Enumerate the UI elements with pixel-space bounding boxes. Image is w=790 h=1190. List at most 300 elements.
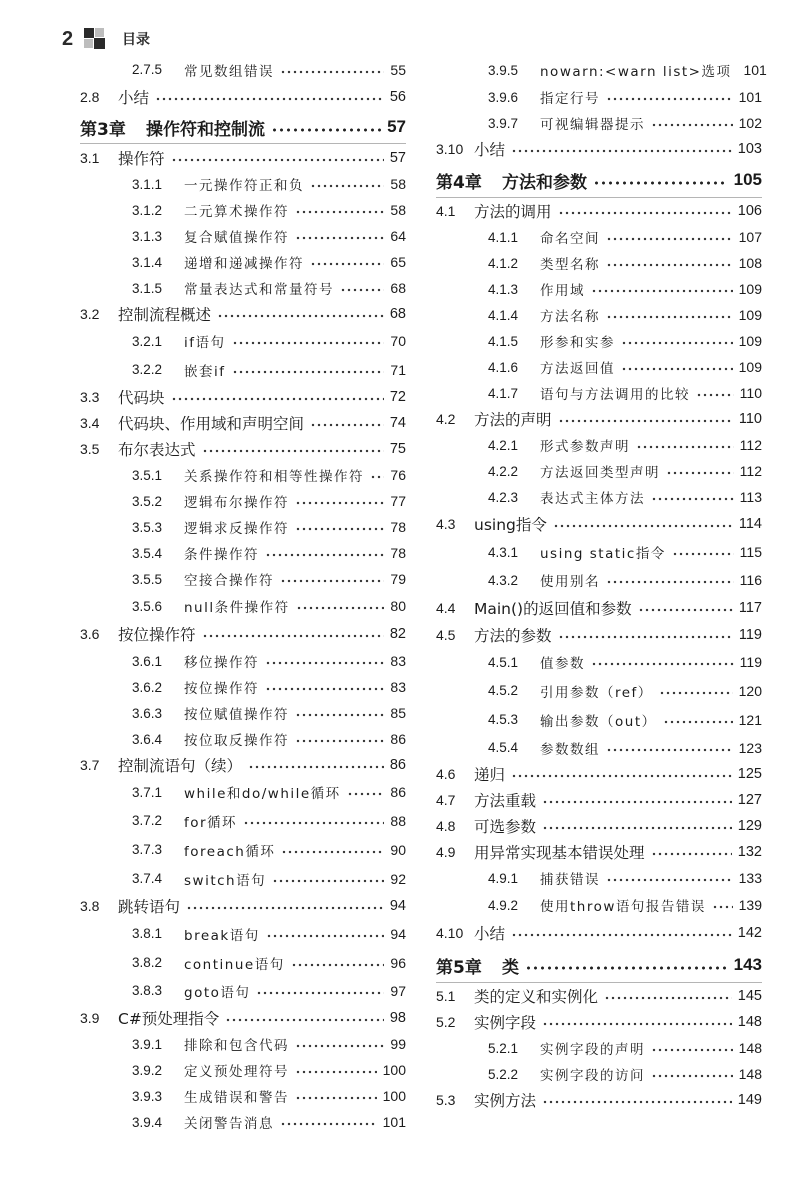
toc-entry-number: 3.5.1 bbox=[132, 467, 163, 483]
dot-leader bbox=[593, 162, 728, 198]
toc-entry-number: 5.2.2 bbox=[488, 1066, 519, 1082]
toc-entry-number: 3.9.3 bbox=[132, 1088, 163, 1104]
dot-leader bbox=[295, 197, 384, 223]
dot-leader bbox=[542, 787, 732, 813]
toc-entry-title: 值参数 bbox=[540, 656, 585, 672]
toc-subsection-entry bbox=[436, 865, 762, 891]
toc-subsection-entry bbox=[80, 327, 406, 355]
dot-leader bbox=[606, 865, 733, 891]
toc-entry-title: 按位取反操作符 bbox=[184, 733, 289, 749]
toc-entry-number: 3.9.7 bbox=[488, 115, 519, 131]
dot-leader bbox=[310, 249, 384, 275]
toc-subsection-entry bbox=[436, 432, 762, 458]
toc-entry-number: 第5章 bbox=[436, 957, 482, 978]
toc-subsection-entry bbox=[80, 948, 406, 977]
dot-leader bbox=[295, 514, 384, 540]
dot-leader bbox=[295, 1031, 384, 1057]
dot-leader bbox=[295, 223, 384, 249]
toc-entry-page: 129 bbox=[737, 818, 762, 834]
toc-entry-page: 88 bbox=[390, 812, 406, 829]
toc-entry-page: 139 bbox=[738, 897, 762, 913]
toc-entry-number: 4.2 bbox=[436, 411, 456, 427]
toc-entry-number: 4.5.3 bbox=[488, 712, 519, 727]
toc-entry-page: 94 bbox=[389, 898, 406, 914]
toc-entry-page: 83 bbox=[390, 679, 406, 695]
dot-leader bbox=[202, 436, 384, 462]
dot-leader bbox=[265, 540, 384, 566]
toc-entry-title: 定义预处理符号 bbox=[184, 1064, 289, 1080]
toc-entry-page: 107 bbox=[738, 229, 762, 245]
toc-entry-number: 4.3.2 bbox=[488, 572, 519, 588]
toc-entry-number: 4.1 bbox=[436, 203, 456, 219]
dot-leader bbox=[542, 1087, 732, 1113]
toc-entry-page: 55 bbox=[390, 61, 406, 78]
dot-leader bbox=[636, 432, 734, 458]
toc-entry-number: 4.9 bbox=[436, 844, 456, 860]
toc-subsection-entry bbox=[80, 249, 406, 275]
toc-entry-number: 3.1.2 bbox=[132, 202, 163, 218]
toc-subsection-entry bbox=[436, 734, 762, 761]
header-squares-icon bbox=[84, 28, 108, 50]
toc-entry-page: 76 bbox=[390, 467, 406, 483]
toc-subsection-entry bbox=[436, 705, 762, 734]
toc-entry-title: using指令 bbox=[474, 516, 547, 534]
toc-subsection-entry bbox=[80, 223, 406, 249]
toc-subsection-entry bbox=[80, 462, 406, 488]
toc-entry-page: 115 bbox=[739, 544, 762, 560]
toc-entry-title: 可选参数 bbox=[474, 818, 537, 836]
toc-entry-title: 实例字段的访问 bbox=[540, 1068, 645, 1084]
toc-subsection-entry bbox=[80, 1109, 406, 1135]
toc-entry-page: 70 bbox=[390, 333, 406, 349]
toc-entry-title: 关闭警告消息 bbox=[184, 1116, 274, 1132]
dot-leader bbox=[171, 144, 384, 171]
toc-entry-page: 113 bbox=[739, 489, 762, 505]
toc-entry-page: 145 bbox=[737, 988, 762, 1004]
dot-leader bbox=[511, 919, 732, 947]
toc-entry-number: 3.8.1 bbox=[132, 926, 163, 941]
dot-leader bbox=[281, 835, 384, 864]
toc-subsection-entry bbox=[80, 355, 406, 384]
toc-entry-title: 按位操作符 bbox=[184, 681, 259, 697]
toc-subsection-entry bbox=[80, 674, 406, 700]
toc-entry-number: 4.1.4 bbox=[488, 307, 519, 323]
toc-entry-number: 3.1.4 bbox=[132, 254, 163, 270]
toc-entry-number: 3.2 bbox=[80, 306, 100, 322]
toc-entry-title: while和do/while循环 bbox=[184, 786, 341, 802]
toc-entry-title: 方法的调用 bbox=[474, 203, 552, 221]
toc-entry-number: 3.9 bbox=[80, 1009, 100, 1026]
toc-entry-title: 代码块、作用域和声明空间 bbox=[118, 415, 305, 433]
toc-subsection-entry bbox=[436, 380, 762, 406]
toc-entry-page: 58 bbox=[390, 202, 406, 218]
toc-entry-page: 101 bbox=[382, 1114, 406, 1130]
dot-leader bbox=[232, 327, 385, 355]
toc-entry-page: 109 bbox=[738, 307, 762, 323]
toc-entry-number: 3.5.4 bbox=[132, 545, 163, 561]
toc-subsection-entry bbox=[80, 275, 406, 301]
dot-leader bbox=[295, 700, 384, 726]
toc-entry-page: 68 bbox=[389, 306, 406, 322]
toc-section-entry bbox=[436, 406, 762, 432]
toc-subsection-entry bbox=[436, 1035, 762, 1061]
toc-entry-title: 移位操作符 bbox=[184, 655, 259, 671]
toc-entry-title: nowarn:<warn list>选项 bbox=[540, 64, 732, 80]
toc-entry-title: goto语句 bbox=[184, 984, 251, 1001]
toc-subsection-entry bbox=[80, 919, 406, 948]
toc-entry-title: 排除和包含代码 bbox=[184, 1038, 289, 1054]
dot-leader bbox=[696, 380, 734, 406]
toc-entry-title: 方法名称 bbox=[540, 309, 600, 325]
toc-entry-number: 5.3 bbox=[436, 1092, 456, 1108]
toc-subsection-entry bbox=[436, 110, 762, 136]
toc-entry-title: break语句 bbox=[184, 927, 260, 944]
toc-entry-title: 控制流程概述 bbox=[118, 306, 212, 324]
toc-subsection-entry bbox=[80, 514, 406, 540]
toc-section-entry bbox=[80, 752, 406, 778]
dot-leader bbox=[511, 761, 732, 787]
toc-section-entry bbox=[80, 144, 406, 171]
toc-entry-page: 99 bbox=[390, 1036, 406, 1052]
toc-subsection-entry bbox=[436, 1061, 762, 1087]
toc-entry-page: 100 bbox=[382, 1062, 406, 1078]
toc-entry-title: 类的定义和实例化 bbox=[474, 988, 599, 1006]
toc-entry-page: 148 bbox=[738, 1040, 762, 1056]
toc-entry-number: 3.6.1 bbox=[132, 653, 163, 669]
dot-leader bbox=[243, 806, 384, 835]
toc-entry-number: 第3章 bbox=[80, 119, 126, 140]
toc-subsection-entry bbox=[436, 250, 762, 276]
toc-chapter-entry bbox=[436, 947, 762, 983]
toc-section-entry bbox=[436, 136, 762, 162]
toc-entry-title: 实例字段 bbox=[474, 1014, 537, 1032]
toc-entry-page: 142 bbox=[737, 925, 762, 941]
toc-entry-title: 条件操作符 bbox=[184, 547, 259, 563]
toc-entry-number: 3.7.1 bbox=[132, 784, 163, 800]
toc-subsection-entry bbox=[436, 276, 762, 302]
toc-entry-number: 4.5.1 bbox=[488, 654, 519, 670]
toc-subsection-entry bbox=[436, 302, 762, 328]
toc-entry-title: 作用域 bbox=[540, 283, 585, 299]
toc-entry-page: 103 bbox=[737, 141, 762, 157]
toc-entry-page: 125 bbox=[737, 766, 762, 782]
dot-leader bbox=[511, 136, 732, 162]
toc-subsection-entry bbox=[80, 835, 406, 864]
toc-entry-title: for循环 bbox=[184, 814, 238, 831]
dot-leader bbox=[621, 354, 733, 380]
dot-leader bbox=[606, 566, 734, 594]
toc-entry-page: 86 bbox=[390, 731, 406, 747]
toc-entry-title: 递归 bbox=[474, 766, 506, 784]
toc-entry-title: 表达式主体方法 bbox=[540, 491, 645, 507]
toc-entry-number: 3.9.4 bbox=[132, 1114, 163, 1130]
toc-entry-title: 使用别名 bbox=[540, 574, 600, 590]
toc-entry-title: 按位操作符 bbox=[118, 626, 196, 644]
toc-subsection-entry bbox=[436, 458, 762, 484]
toc-entry-number: 4.9.1 bbox=[488, 870, 519, 886]
toc-entry-title: 一元操作符正和负 bbox=[184, 178, 304, 194]
toc-entry-page: 102 bbox=[738, 115, 762, 131]
toc-entry-title: 方法重载 bbox=[474, 792, 537, 810]
toc-entry-page: 110 bbox=[738, 411, 762, 427]
toc-entry-number: 3.2.1 bbox=[132, 333, 163, 349]
toc-section-entry bbox=[80, 620, 406, 648]
toc-entry-title: using static指令 bbox=[540, 546, 666, 562]
toc-entry-number: 4.2.1 bbox=[488, 437, 519, 453]
dot-leader bbox=[295, 1057, 377, 1083]
toc-entry-title: 形参和实参 bbox=[540, 335, 615, 351]
toc-entry-page: 101 bbox=[743, 62, 767, 78]
toc-entry-number: 5.2.1 bbox=[488, 1040, 519, 1056]
toc-section-entry bbox=[436, 198, 762, 224]
toc-entry-number: 3.1.5 bbox=[132, 280, 163, 296]
toc-subsection-entry bbox=[436, 484, 762, 510]
toc-subsection-entry bbox=[80, 778, 406, 806]
dot-leader bbox=[272, 864, 384, 893]
toc-entry-number: 第4章 bbox=[436, 172, 482, 193]
toc-entry-title: 参数数组 bbox=[540, 741, 600, 758]
toc-entry-number: 4.3 bbox=[436, 516, 456, 532]
toc-entry-number: 4.3.1 bbox=[488, 544, 519, 560]
toc-entry-page: 85 bbox=[390, 705, 406, 721]
toc-entry-number: 3.9.1 bbox=[132, 1036, 163, 1052]
toc-entry-page: 83 bbox=[390, 653, 406, 669]
toc-chapter-entry bbox=[80, 110, 406, 144]
toc-entry-title: 输出参数（out） bbox=[540, 713, 657, 730]
dot-leader bbox=[542, 1009, 732, 1035]
dot-leader bbox=[672, 538, 734, 566]
toc-entry-title: continue语句 bbox=[184, 956, 285, 973]
toc-entry-page: 133 bbox=[738, 870, 762, 886]
toc-entry-title: 控制流语句（续） bbox=[118, 757, 243, 775]
toc-entry-title: 指定行号 bbox=[540, 91, 600, 107]
toc-entry-page: 148 bbox=[737, 1014, 762, 1030]
toc-entry-number: 4.1.5 bbox=[488, 333, 519, 349]
toc-entry-title: C#预处理指令 bbox=[118, 1009, 220, 1028]
toc-entry-number: 3.5.2 bbox=[132, 493, 163, 509]
toc-entry-number: 4.1.3 bbox=[488, 281, 519, 297]
toc-entry-title: 用异常实现基本错误处理 bbox=[474, 844, 645, 862]
toc-entry-page: 80 bbox=[390, 598, 406, 614]
dot-leader bbox=[553, 510, 733, 538]
toc-entry-title: 二元算术操作符 bbox=[184, 204, 289, 220]
toc-entry-title: null条件操作符 bbox=[184, 600, 290, 616]
toc-subsection-entry bbox=[436, 538, 762, 566]
toc-subsection-entry bbox=[80, 1057, 406, 1083]
dot-leader bbox=[604, 983, 732, 1009]
toc-entry-number: 4.8 bbox=[436, 818, 456, 834]
toc-entry-title: 实例方法 bbox=[474, 1092, 537, 1110]
toc-subsection-entry bbox=[80, 806, 406, 835]
toc-entry-number: 3.4 bbox=[80, 415, 100, 431]
toc-entry-number: 3.6 bbox=[80, 626, 100, 642]
toc-section-entry bbox=[436, 622, 762, 648]
dot-leader bbox=[256, 977, 384, 1004]
toc-entry-page: 79 bbox=[390, 571, 406, 587]
toc-entry-page: 143 bbox=[733, 955, 762, 974]
toc-entry-title: 生成错误和警告 bbox=[184, 1090, 289, 1106]
toc-subsection-entry bbox=[80, 726, 406, 752]
toc-entry-page: 90 bbox=[390, 841, 406, 858]
toc-entry-page: 75 bbox=[389, 441, 406, 457]
toc-entry-title: 方法和参数 bbox=[502, 172, 587, 193]
toc-subsection-entry bbox=[80, 171, 406, 197]
toc-entry-page: 72 bbox=[389, 389, 406, 405]
toc-subsection-entry bbox=[80, 700, 406, 726]
dot-leader bbox=[347, 778, 385, 806]
toc-entry-number: 3.6.2 bbox=[132, 679, 163, 695]
toc-entry-number: 3.8.3 bbox=[132, 983, 163, 998]
toc-entry-number: 3.9.5 bbox=[488, 62, 519, 78]
toc-entry-number: 4.7 bbox=[436, 792, 456, 808]
toc-entry-page: 112 bbox=[739, 437, 762, 453]
toc-entry-title: 复合赋值操作符 bbox=[184, 230, 289, 246]
toc-entry-number: 3.8 bbox=[80, 898, 100, 914]
dot-leader bbox=[558, 406, 733, 432]
dot-leader bbox=[171, 384, 384, 410]
toc-section-entry bbox=[80, 1004, 406, 1031]
toc-entry-page: 116 bbox=[739, 572, 762, 588]
toc-subsection-entry bbox=[80, 1031, 406, 1057]
toc-entry-title: 递增和递减操作符 bbox=[184, 256, 304, 272]
toc-entry-title: 操作符 bbox=[118, 149, 165, 168]
dot-leader bbox=[606, 224, 733, 250]
toc-entry-number: 4.5.2 bbox=[488, 683, 519, 698]
toc-entry-title: 命名空间 bbox=[540, 231, 600, 247]
toc-entry-page: 78 bbox=[390, 519, 406, 535]
toc-entry-title: 方法的声明 bbox=[474, 411, 552, 429]
dot-leader bbox=[186, 893, 384, 919]
toc-entry-title: Main()的返回值和参数 bbox=[474, 600, 632, 618]
toc-entry-number: 4.1.7 bbox=[488, 385, 519, 401]
dot-leader bbox=[542, 813, 732, 839]
toc-entry-page: 64 bbox=[390, 228, 406, 244]
dot-leader bbox=[265, 674, 384, 700]
toc-entry-title: 操作符和控制流 bbox=[146, 119, 265, 140]
toc-entry-number: 3.7.4 bbox=[132, 871, 163, 886]
dot-leader bbox=[606, 250, 733, 276]
toc-entry-page: 106 bbox=[737, 203, 762, 219]
toc-entry-number: 5.1 bbox=[436, 988, 456, 1004]
toc-entry-page: 57 bbox=[389, 149, 406, 166]
dot-leader bbox=[591, 648, 734, 676]
toc-entry-page: 65 bbox=[390, 254, 406, 270]
toc-entry-page: 78 bbox=[390, 545, 406, 561]
toc-entry-page: 148 bbox=[738, 1066, 762, 1082]
toc-entry-title: 嵌套if bbox=[184, 363, 226, 380]
dot-leader bbox=[280, 1109, 377, 1135]
toc-entry-page: 109 bbox=[738, 359, 762, 375]
toc-entry-page: 97 bbox=[390, 982, 406, 999]
toc-entry-title: 形式参数声明 bbox=[540, 439, 630, 455]
toc-entry-number: 4.1.6 bbox=[488, 359, 519, 375]
toc-entry-page: 105 bbox=[733, 170, 762, 189]
toc-entry-title: 逻辑求反操作符 bbox=[184, 521, 289, 537]
toc-entry-title: 逻辑布尔操作符 bbox=[184, 495, 289, 511]
toc-subsection-entry bbox=[436, 328, 762, 354]
toc-entry-number: 4.5.4 bbox=[488, 740, 519, 755]
toc-section-entry bbox=[436, 761, 762, 787]
dot-leader bbox=[638, 594, 733, 622]
dot-leader bbox=[651, 839, 732, 865]
toc-entry-page: 110 bbox=[739, 385, 762, 401]
toc-section-entry bbox=[436, 1087, 762, 1113]
toc-entry-number: 3.1.3 bbox=[132, 228, 163, 244]
toc-section-entry bbox=[436, 839, 762, 865]
dot-leader bbox=[265, 648, 384, 674]
toc-entry-page: 58 bbox=[390, 176, 406, 192]
toc-entry-page: 94 bbox=[390, 925, 406, 942]
toc-entry-title: 使用throw语句报告错误 bbox=[540, 899, 706, 915]
toc-entry-title: 方法的参数 bbox=[474, 627, 552, 645]
dot-leader bbox=[558, 622, 733, 648]
dot-leader bbox=[659, 676, 733, 705]
toc-entry-page: 100 bbox=[382, 1088, 406, 1104]
dot-leader bbox=[370, 462, 384, 488]
toc-subsection-entry bbox=[436, 648, 762, 676]
toc-entry-number: 3.6.4 bbox=[132, 731, 163, 747]
toc-entry-page: 114 bbox=[738, 516, 762, 532]
page-number: 2 bbox=[62, 27, 74, 50]
dot-leader bbox=[591, 276, 733, 302]
toc-subsection-entry bbox=[80, 56, 406, 83]
dot-leader bbox=[712, 891, 733, 919]
toc-entry-number: 5.2 bbox=[436, 1014, 456, 1030]
dot-leader bbox=[291, 948, 385, 977]
toc-section-entry bbox=[436, 787, 762, 813]
toc-subsection-entry bbox=[436, 891, 762, 919]
dot-leader bbox=[248, 752, 384, 778]
toc-entry-number: 3.9.6 bbox=[488, 89, 519, 105]
dot-leader bbox=[606, 84, 733, 110]
dot-leader bbox=[558, 198, 732, 224]
toc-subsection-entry bbox=[80, 648, 406, 674]
toc-entry-page: 98 bbox=[389, 1009, 406, 1026]
toc-subsection-entry bbox=[80, 197, 406, 223]
toc-entry-number: 4.6 bbox=[436, 766, 456, 782]
dot-leader bbox=[525, 947, 728, 983]
toc-entry-title: 常量表达式和常量符号 bbox=[184, 282, 334, 298]
dot-leader bbox=[232, 355, 385, 384]
toc-entry-number: 3.5.5 bbox=[132, 571, 163, 587]
toc-entry-number: 4.1.1 bbox=[488, 229, 519, 245]
toc-entry-page: 132 bbox=[737, 844, 762, 860]
toc-entry-number: 3.7 bbox=[80, 757, 100, 773]
toc-entry-page: 123 bbox=[738, 739, 762, 756]
toc-entry-page: 86 bbox=[389, 757, 406, 773]
toc-entry-number: 3.7.2 bbox=[132, 813, 163, 828]
toc-entry-number: 3.10 bbox=[436, 141, 464, 157]
toc-entry-page: 92 bbox=[390, 870, 406, 887]
toc-entry-number: 4.2.3 bbox=[488, 489, 519, 505]
dot-leader bbox=[621, 328, 733, 354]
toc-entry-page: 119 bbox=[739, 654, 762, 670]
dot-leader bbox=[217, 301, 384, 327]
toc-entry-title: 代码块 bbox=[118, 389, 165, 407]
toc-entry-page: 109 bbox=[738, 281, 762, 297]
toc-entry-page: 77 bbox=[390, 493, 406, 509]
toc-entry-title: 小结 bbox=[118, 88, 150, 107]
toc-subsection-entry bbox=[436, 566, 762, 594]
toc-entry-page: 68 bbox=[390, 280, 406, 296]
dot-leader bbox=[202, 620, 384, 648]
toc-entry-title: 语句与方法调用的比较 bbox=[540, 387, 690, 403]
toc-entry-title: 捕获错误 bbox=[540, 872, 600, 888]
dot-leader bbox=[651, 1061, 733, 1087]
toc-entry-number: 2.8 bbox=[80, 88, 100, 105]
toc-entry-page: 108 bbox=[738, 255, 762, 271]
toc-right-column bbox=[436, 56, 767, 1113]
